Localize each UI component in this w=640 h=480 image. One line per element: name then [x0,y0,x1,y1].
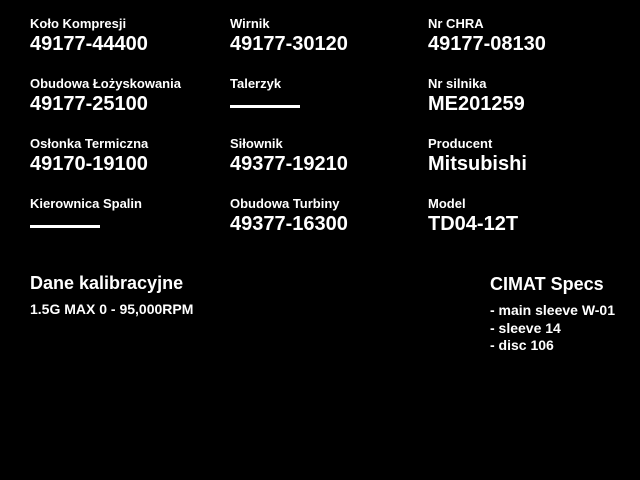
field-value: 49170-19100 [30,153,148,175]
field-model [428,196,518,236]
field-value: 49177-30120 [230,33,348,55]
empty-value-dash [230,105,300,108]
field-label: Koło Kompresji [30,16,127,31]
field-silownik [230,136,348,176]
field-label: Model [428,196,466,211]
cimat-specs-list [490,302,615,355]
field-nr-chra [428,16,546,56]
field-value: 49177-08130 [428,33,546,55]
cimat-specs-title: CIMAT Specs [490,274,604,294]
field-value: 49177-44400 [30,33,148,55]
field-producent [428,136,527,176]
field-label: Producent [428,136,493,151]
field-value: ME201259 [428,93,525,115]
field-label: Obudowa Turbiny [230,196,340,211]
field-nr-silnika [428,76,525,116]
field-value: 49177-25100 [30,93,148,115]
field-talerzyk [230,76,300,108]
field-kolo-kompresji [30,16,148,56]
calibration-section-title: Dane kalibracyjne [30,273,184,293]
calibration-spec-line: 1.5G MAX 0 - 95,000RPM [30,301,194,317]
field-label: Wirnik [230,16,270,31]
empty-value-dash [30,225,100,228]
field-label: Osłonka Termiczna [30,136,149,151]
field-obudowa-lozyskowania [30,76,181,116]
cimat-spec-item: - disc 106 [490,337,554,353]
field-oslonka-termiczna [30,136,148,176]
field-label: Kierownica Spalin [30,196,142,211]
field-label: Nr silnika [428,76,487,91]
cimat-spec-item: - main sleeve W-01 [490,302,615,318]
field-label: Nr CHRA [428,16,484,31]
field-value: 49377-19210 [230,153,348,175]
field-obudowa-turbiny [230,196,348,236]
field-label: Siłownik [230,136,283,151]
field-value: TD04-12T [428,213,519,235]
field-label: Obudowa Łożyskowania [30,76,181,91]
cimat-spec-item: - sleeve 14 [490,319,561,336]
field-value: 49377-16300 [230,213,348,235]
field-value: Mitsubishi [428,153,527,175]
field-kierownica-spalin [30,196,142,228]
field-label: Talerzyk [230,76,282,91]
field-wirnik [230,16,348,56]
